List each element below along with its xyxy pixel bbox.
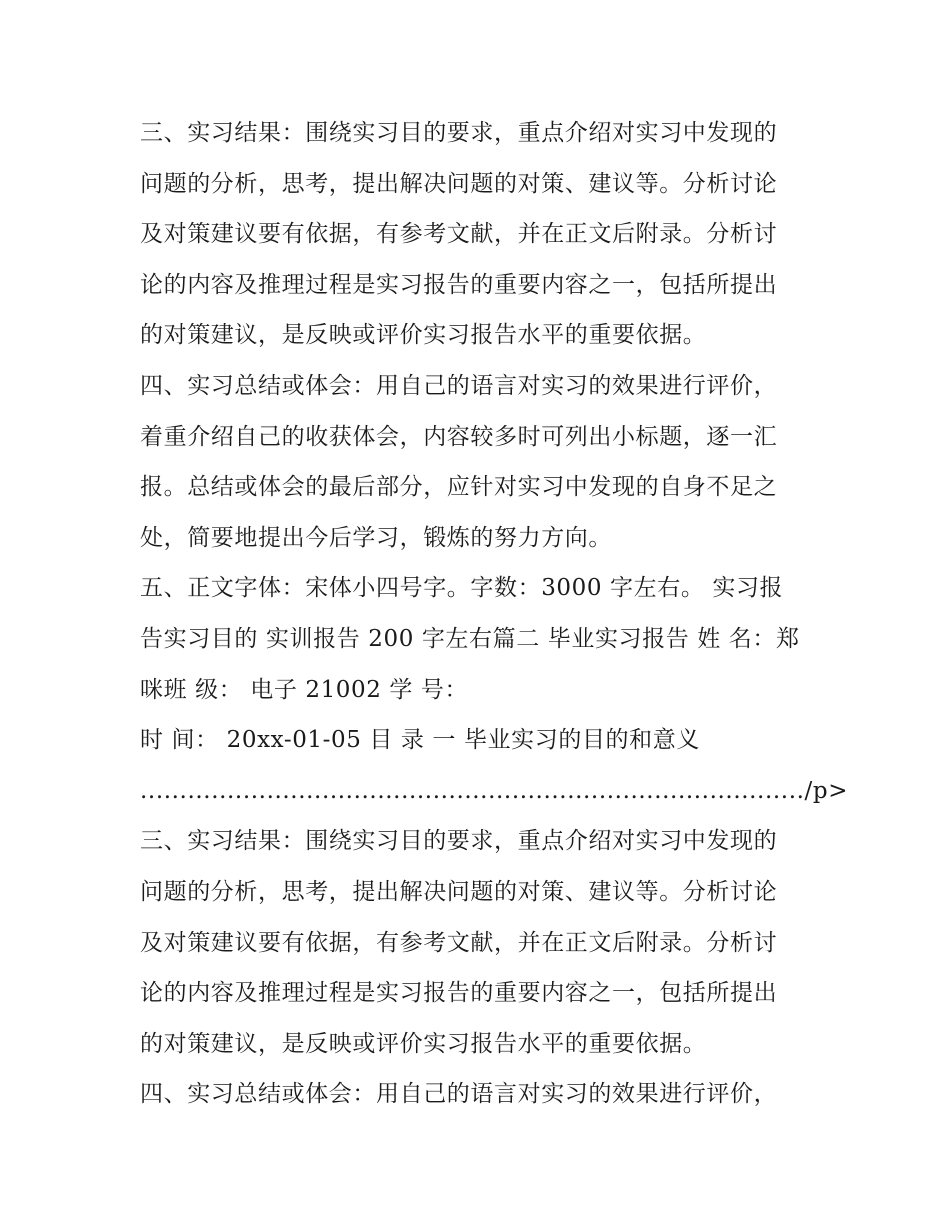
- text-line-19: 的对策建议，是反映或评价实习报告水平的重要依据。: [140, 1030, 707, 1057]
- text-line-10: 五、正文字体：宋体小四号字。字数：3000 字左右。 实习报: [140, 575, 784, 602]
- text-line-20: 四、实习总结或体会：用自己的语言对实习的效果进行评价，: [140, 1081, 778, 1108]
- text-line-7: 着重介绍自己的收获体会，内容较多时可列出小标题，逐一汇: [140, 423, 778, 450]
- text-line-4: 论的内容及推理过程是实习报告的重要内容之一，包括所提出: [140, 271, 778, 298]
- text-line-16: 问题的分析，思考，提出解决问题的对策、建议等。分析讨论: [140, 878, 778, 905]
- text-line-8: 报。总结或体会的最后部分，应针对实习中发现的自身不足之: [140, 474, 778, 501]
- text-line-15: 三、实习结果：围绕实习目的要求，重点介绍对实习中发现的: [140, 828, 778, 855]
- text-line-2: 问题的分析，思考，提出解决问题的对策、建议等。分析讨论: [140, 170, 778, 197]
- text-line-6: 四、实习总结或体会：用自己的语言对实习的效果进行评价，: [140, 372, 778, 399]
- text-line-3: 及对策建议要有依据，有参考文献，并在正文后附录。分析讨: [140, 221, 778, 248]
- text-line-11: 告实习目的 实训报告 200 字左右篇二 毕业实习报告 姓 名：郑: [140, 625, 800, 652]
- text-line-12: 咪班 级： 电子 21002 学 号：: [140, 676, 469, 703]
- text-line-9: 处，简要地提出今后学习，锻炼的努力方向。: [140, 524, 612, 551]
- text-line-18: 论的内容及推理过程是实习报告的重要内容之一，包括所提出: [140, 980, 778, 1007]
- text-line-17: 及对策建议要有依据，有参考文献，并在正文后附录。分析讨: [140, 929, 778, 956]
- text-line-13: 时 间： 20xx-01-05 目 录 一 毕业实习的目的和意义: [140, 727, 700, 754]
- text-line-5: 的对策建议，是反映或评价实习报告水平的重要依据。: [140, 322, 707, 349]
- document-body: [140, 108, 849, 1120]
- text-line-14: ..................................................................................../p>: [140, 777, 849, 804]
- text-line-1: 三、实习结果：围绕实习目的要求，重点介绍对实习中发现的: [140, 120, 778, 146]
